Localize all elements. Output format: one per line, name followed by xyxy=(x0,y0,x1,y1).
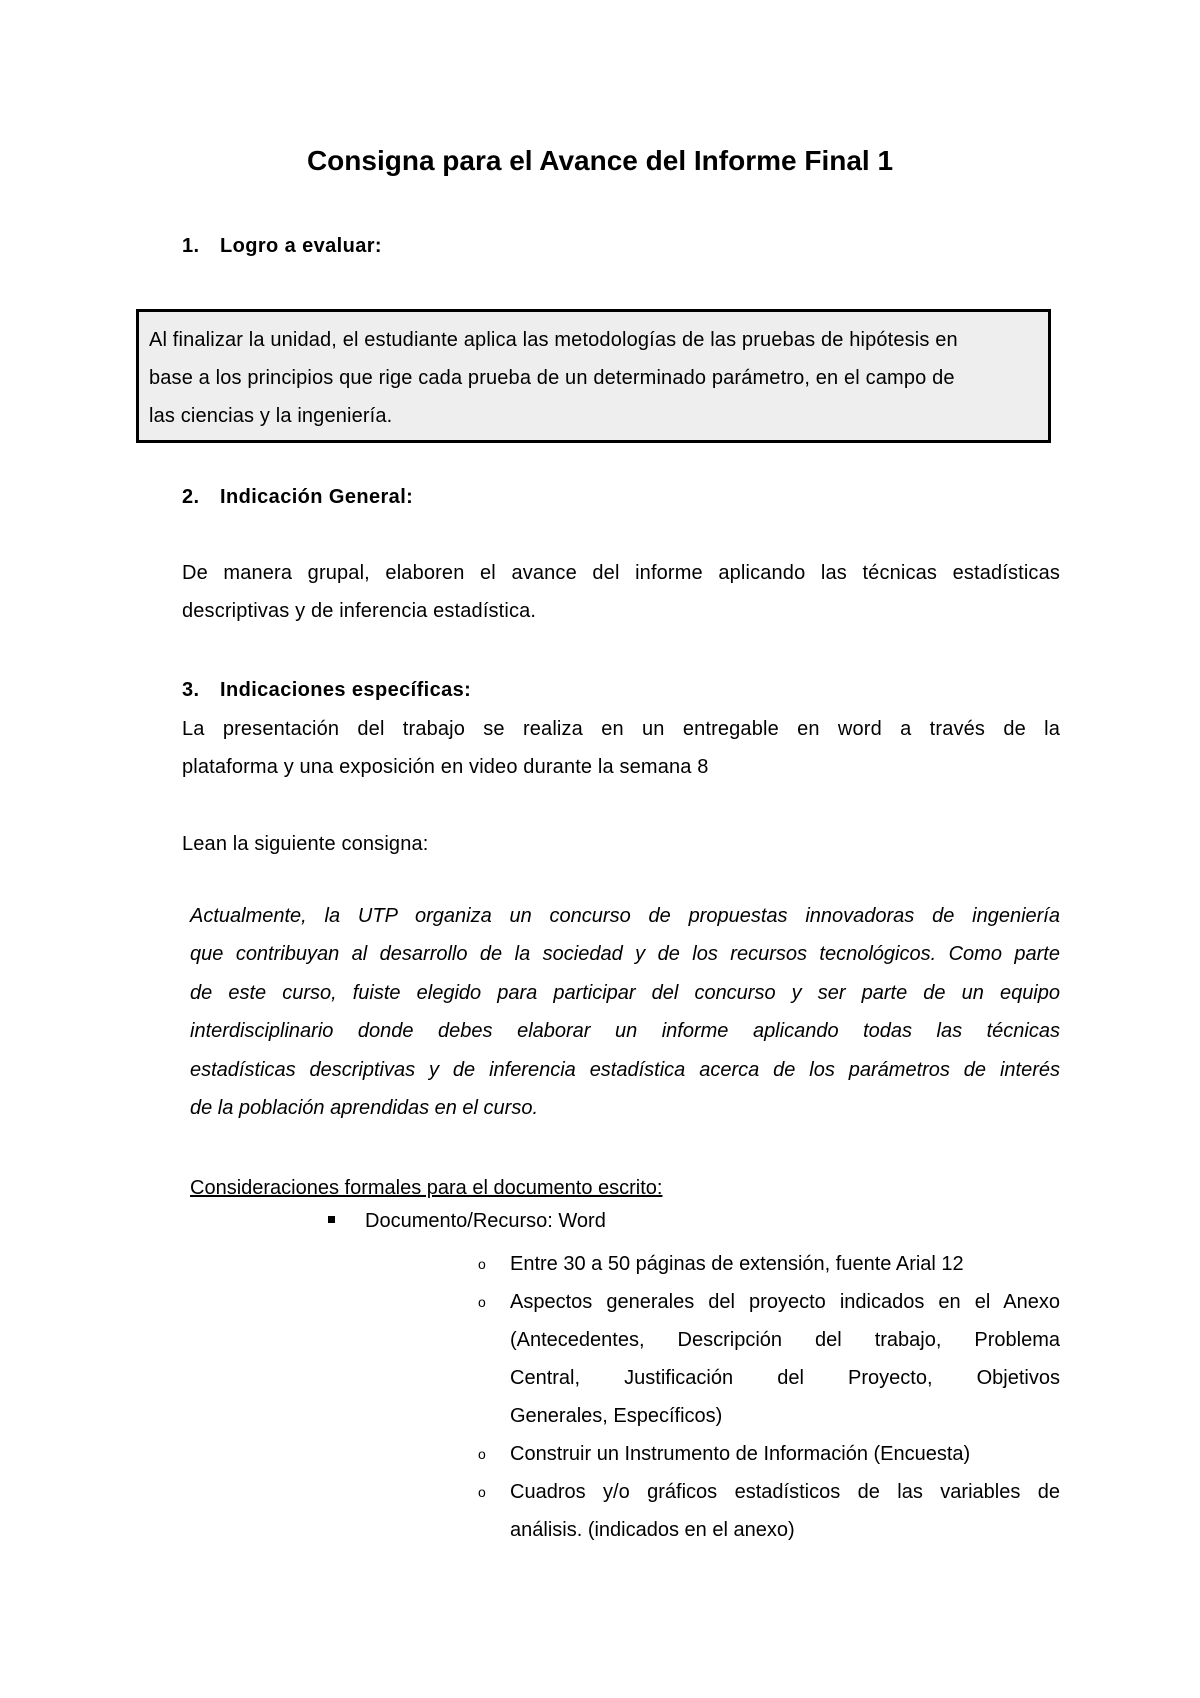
circle-bullet-icon: o xyxy=(478,1484,486,1500)
consigna-text xyxy=(190,897,1060,1127)
section-heading-indicaciones-especificas xyxy=(182,676,471,704)
list-item-line: análisis. (indicados en el anexo) xyxy=(510,1519,795,1541)
indicacion-general-text xyxy=(182,554,1060,630)
circle-bullet-icon: o xyxy=(478,1294,486,1310)
list-item-text xyxy=(510,1435,1060,1473)
consigna-line: que contribuyan al desarrollo de la sociedad y de los recursos tecnológicos. Como parte xyxy=(190,943,1060,966)
list-item-line: Generales, Específicos) xyxy=(510,1405,723,1427)
list-item-line: Entre 30 a 50 páginas de extensión, fuente Arial 12 xyxy=(510,1253,964,1275)
list-item-text xyxy=(510,1245,1060,1283)
consigna-line: estadísticas descriptivas y de inferencia estadística acerca de los parámetros de interés xyxy=(190,1058,1060,1081)
section-title: Indicaciones específicas: xyxy=(220,679,472,701)
square-bullet-icon xyxy=(328,1216,335,1223)
list-item-text xyxy=(510,1283,1060,1435)
list-item-line: Construir un Instrumento de Información (Encuesta) xyxy=(510,1443,971,1465)
logro-box xyxy=(136,309,1051,443)
lean-text: Lean la siguiente consigna: xyxy=(182,833,429,855)
bullet-text: Documento/Recurso: Word xyxy=(365,1210,606,1232)
logro-line: las ciencias y la ingeniería. xyxy=(149,405,393,427)
list-item-line: (Antecedentes, Descripción del trabajo, Problema xyxy=(510,1329,1060,1351)
list-item-line: Aspectos generales del proyecto indicados en el Anexo xyxy=(510,1291,1060,1313)
document-title: Consigna para el Avance del Informe Final 1 xyxy=(306,145,894,176)
section-heading-indicacion-general xyxy=(182,483,413,511)
circle-bullet-icon: o xyxy=(478,1446,486,1462)
consigna-line: Actualmente, la UTP organiza un concurso de propuestas innovadoras de ingeniería xyxy=(190,905,1060,927)
paragraph-line: De manera grupal, elaboren el avance del informe aplicando las técnicas estadísticas xyxy=(182,562,1060,584)
paragraph-line: La presentación del trabajo se realiza en un entregable en word a través de la xyxy=(182,718,1060,740)
consigna-line: de la población aprendidas en el curso. xyxy=(190,1097,539,1120)
consigna-line: de este curso, fuiste elegido para participar del concurso y ser parte de un equipo xyxy=(190,981,1060,1004)
circle-bullet-icon: o xyxy=(478,1256,486,1272)
logro-line: Al finalizar la unidad, el estudiante aplica las metodologías de las pruebas de hipótesis en xyxy=(149,329,958,351)
paragraph-line: descriptivas y de inferencia estadística. xyxy=(182,600,537,622)
paragraph-line: plataforma y una exposición en video durante la semana 8 xyxy=(182,756,709,778)
consigna-line: interdisciplinario donde debes elaborar un informe aplicando todas las técnicas xyxy=(190,1020,1060,1043)
section-number: 2. xyxy=(182,486,200,508)
consideraciones-title: Consideraciones formales para el documento escrito: xyxy=(190,1177,663,1199)
list-item-line: Cuadros y/o gráficos estadísticos de las variables de xyxy=(510,1481,1060,1503)
list-item-line: Central, Justificación del Proyecto, Objetivos xyxy=(510,1367,1060,1389)
list-item-text xyxy=(510,1473,1060,1549)
section-title: Indicación General: xyxy=(220,486,414,508)
section-title: Logro a evaluar: xyxy=(220,235,382,257)
indicaciones-especificas-text xyxy=(182,710,1060,786)
section-heading-logro xyxy=(182,232,382,260)
section-number: 3. xyxy=(182,679,200,701)
section-number: 1. xyxy=(182,235,200,257)
logro-line: base a los principios que rige cada prueba de un determinado parámetro, en el campo de xyxy=(149,367,955,389)
